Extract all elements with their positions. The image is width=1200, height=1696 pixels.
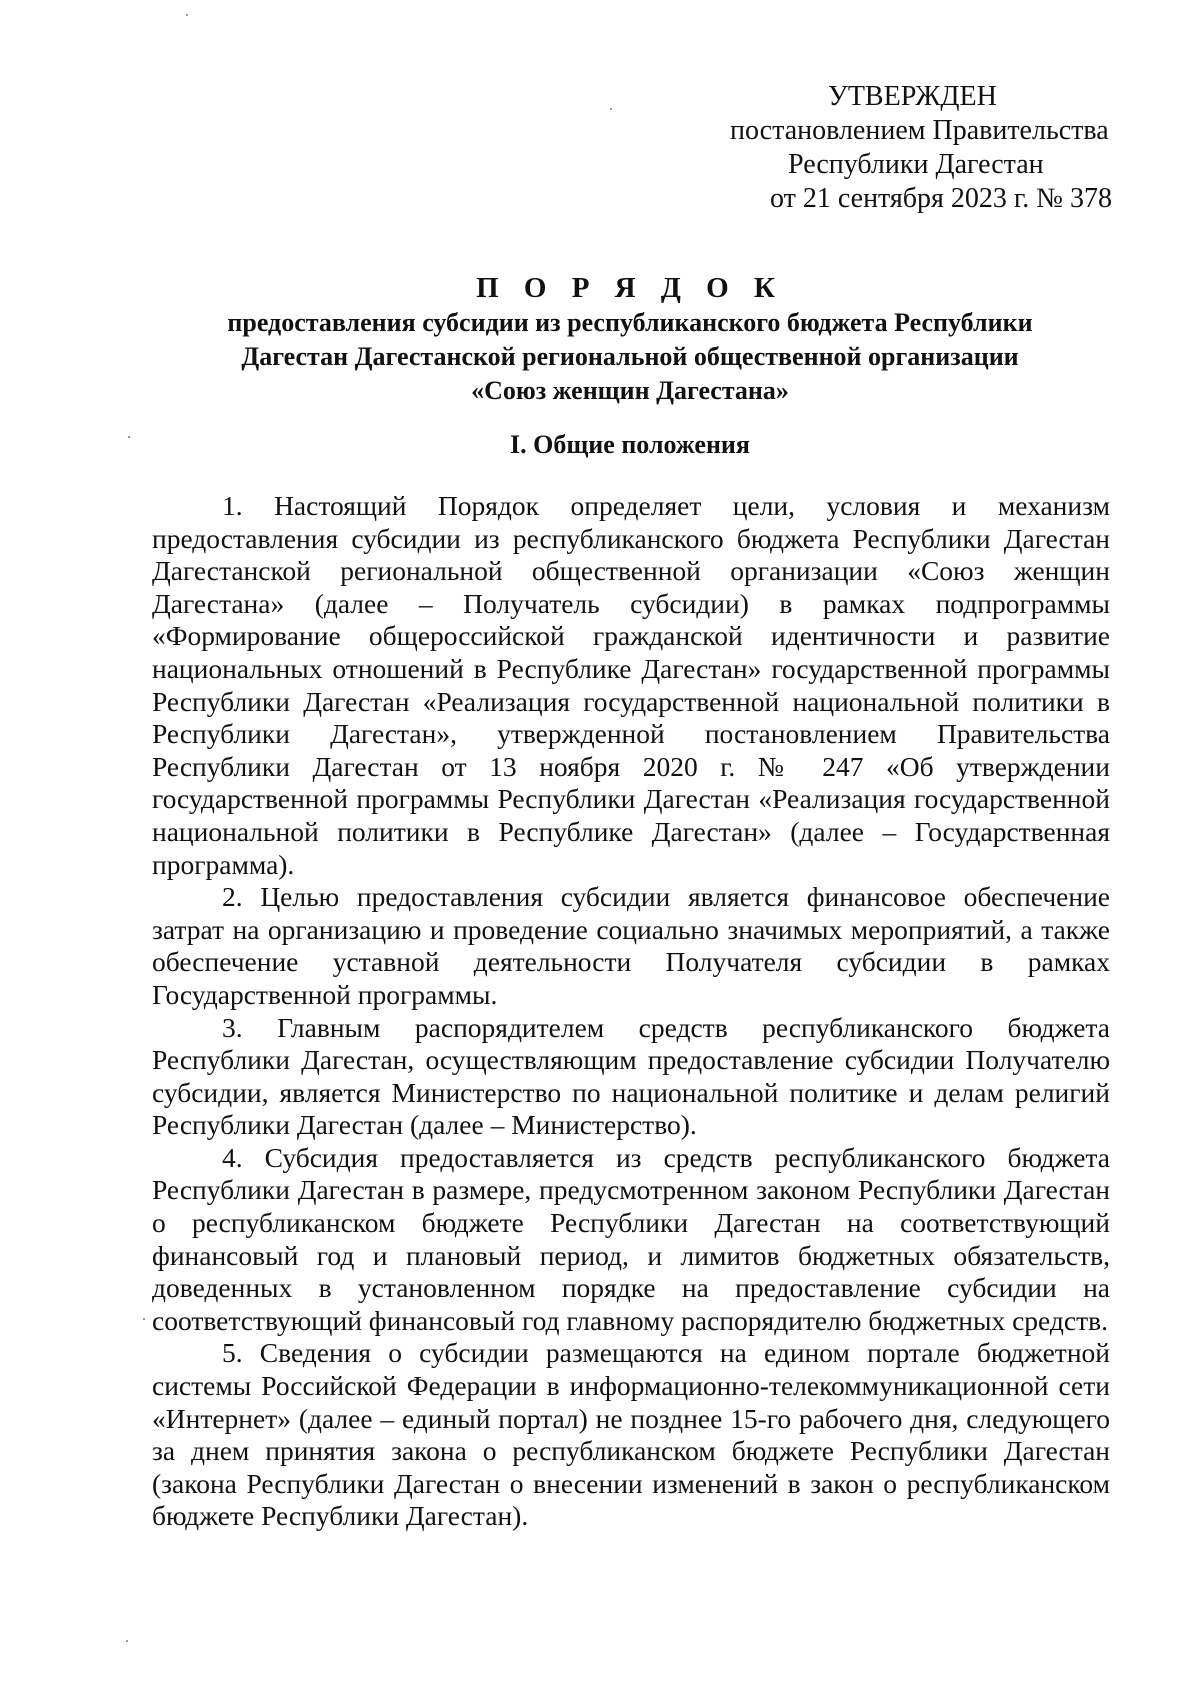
- approval-line-4: от 21 сентября 2023 г. № 378: [770, 183, 1112, 214]
- scan-speck: [610, 108, 612, 110]
- scan-speck: [126, 1640, 128, 1642]
- title-subtitle-line-1: предоставления субсидии из республиканского бюджета Республики: [227, 308, 1033, 337]
- document-body: [152, 490, 1110, 1533]
- paragraph-3: 3. Главным распорядителем средств республиканского бюджета Республики Дагестан, осуществляющим предоставление субсидии Получателю субсидии, является Министерство по национальной политике и делам религий Республики Дагестан (далее – Министерство).: [152, 1011, 1110, 1141]
- approval-line-1: УТВЕРЖДЕН: [828, 81, 997, 112]
- title-heading: П О Р Я Д О К: [476, 272, 784, 304]
- paragraph-1: 1. Настоящий Порядок определяет цели, условия и механизм предоставления субсидии из республиканского бюджета Республики Дагестан Дагестанской региональной общественной организации «Союз женщин Дагестана» (далее – Получатель субсидии) в рамках подпрограммы «Формирование общероссийской гражданской идентичности и развитие национальных отношений в Республике Дагестан» государственной программы Республики Дагестан «Реализация государственной национальной политики в Республики Дагестан», утвержденной постановлением Правительства Республики Дагестан от 13 ноября 2020 г. № 247 «Об утверждении государственной программы Республики Дагестан «Реализация государственной национальной политики в Республике Дагестан» (далее – Государственная программа).: [152, 490, 1110, 880]
- section-heading: I. Общие положения: [510, 430, 750, 459]
- scan-speck: [128, 436, 130, 438]
- document-title: [150, 270, 1110, 408]
- paragraph-5: 5. Сведения о субсидии размещаются на едином портале бюджетной системы Российской Федерации в информационно-телекоммуникационной сети «Интернет» (далее – единый портал) не позднее 15-го рабочего дня, следующего за днем принятия закона о республиканском бюджете Республики Дагестан (закона Республики Дагестан о внесении изменений в закон о республиканском бюджете Республики Дагестан).: [152, 1337, 1110, 1532]
- paragraph-4: 4. Субсидия предоставляется из средств республиканского бюджета Республики Дагестан в размере, предусмотренном законом Республики Дагестан о республиканском бюджете Республики Дагестан на соответствующий финансовый год и плановый период, и лимитов бюджетных обязательств, доведенных в установленном порядке на предоставление субсидии на соответствующий финансовый год главному распорядителю бюджетных средств.: [152, 1141, 1110, 1336]
- scan-speck: [143, 1318, 145, 1320]
- approval-line-2: постановлением Правительства: [730, 115, 1109, 146]
- title-subtitle-line-3: «Союз женщин Дагестана»: [471, 376, 789, 405]
- title-subtitle-line-2: Дагестан Дагестанской региональной общественной организации: [241, 342, 1019, 371]
- approval-line-3: Республики Дагестан: [788, 149, 1044, 180]
- paragraph-2: 2. Целью предоставления субсидии является финансовое обеспечение затрат на организацию и проведение социально значимых мероприятий, а также обеспечение уставной деятельности Получателя субсидии в рамках Государственной программы.: [152, 881, 1110, 1010]
- scan-speck: [186, 14, 188, 16]
- approval-stamp: [720, 80, 1130, 216]
